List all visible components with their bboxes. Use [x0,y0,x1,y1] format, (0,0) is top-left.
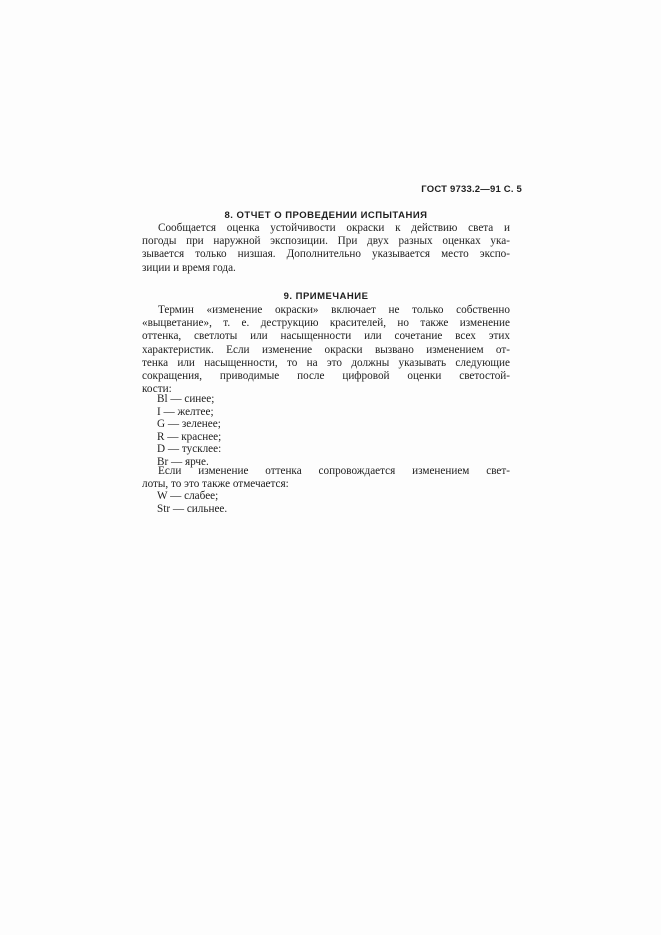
section-8-body [142,222,510,275]
paragraph-line: оттенка, светлоты или насыщенности или сочетание всех этих [142,330,510,343]
page-header: ГОСТ 9733.2—91 С. 5 [421,184,522,195]
abbreviation-item: W — слабее; [157,490,219,502]
paragraph-line: Термин «изменение окраски» включает не только собственно [158,304,510,316]
abbreviation-item: G — зеленее; [157,418,221,431]
paragraph-line: Если изменение оттенка сопровождается изменением свет- [158,465,510,477]
abbreviation-list-2 [142,490,510,515]
paragraph-line: тенка или насыщенности, то на это должны указывать следующие [142,356,510,369]
paragraph-line: характеристик. Если изменение окраски вызвано изменением от- [142,343,510,356]
abbreviation-item: Str — сильнее. [157,502,228,515]
section-8-title: 8. ОТЧЕТ О ПРОВЕДЕНИИ ИСПЫТАНИЯ [224,210,428,221]
abbreviation-item: D — тусклее: [157,443,222,456]
abbreviation-item: R — краснее; [157,430,222,443]
paragraph-line: «выцветание», т. е. деструкцию красителей, но также изменение [142,317,510,330]
section-9-body-continued [142,465,510,491]
abbreviation-item: I — желтее; [157,405,214,418]
paragraph-line: Сообщается оценка устойчивости окраски к действию света и [158,222,510,234]
abbreviation-list [142,393,510,469]
paragraph-line: зиции и время года. [142,261,236,274]
section-9-body [142,304,510,396]
abbreviation-item: Bl — синее; [157,393,215,405]
paragraph-line: кости: [142,383,172,396]
paragraph-line: сокращения, приводимые после цифровой оценки светостой- [142,369,510,382]
paragraph-line: лоты, то это также отмечается: [142,478,289,491]
paragraph-line: зывается только низшая. Дополнительно указывается место экспо- [142,248,510,261]
paragraph-line: погоды при наружной экспозиции. При двух разных оценках ука- [142,235,510,248]
section-9-title: 9. ПРИМЕЧАНИЕ [283,291,369,302]
abbreviation-item: Br — ярче. [157,455,209,468]
